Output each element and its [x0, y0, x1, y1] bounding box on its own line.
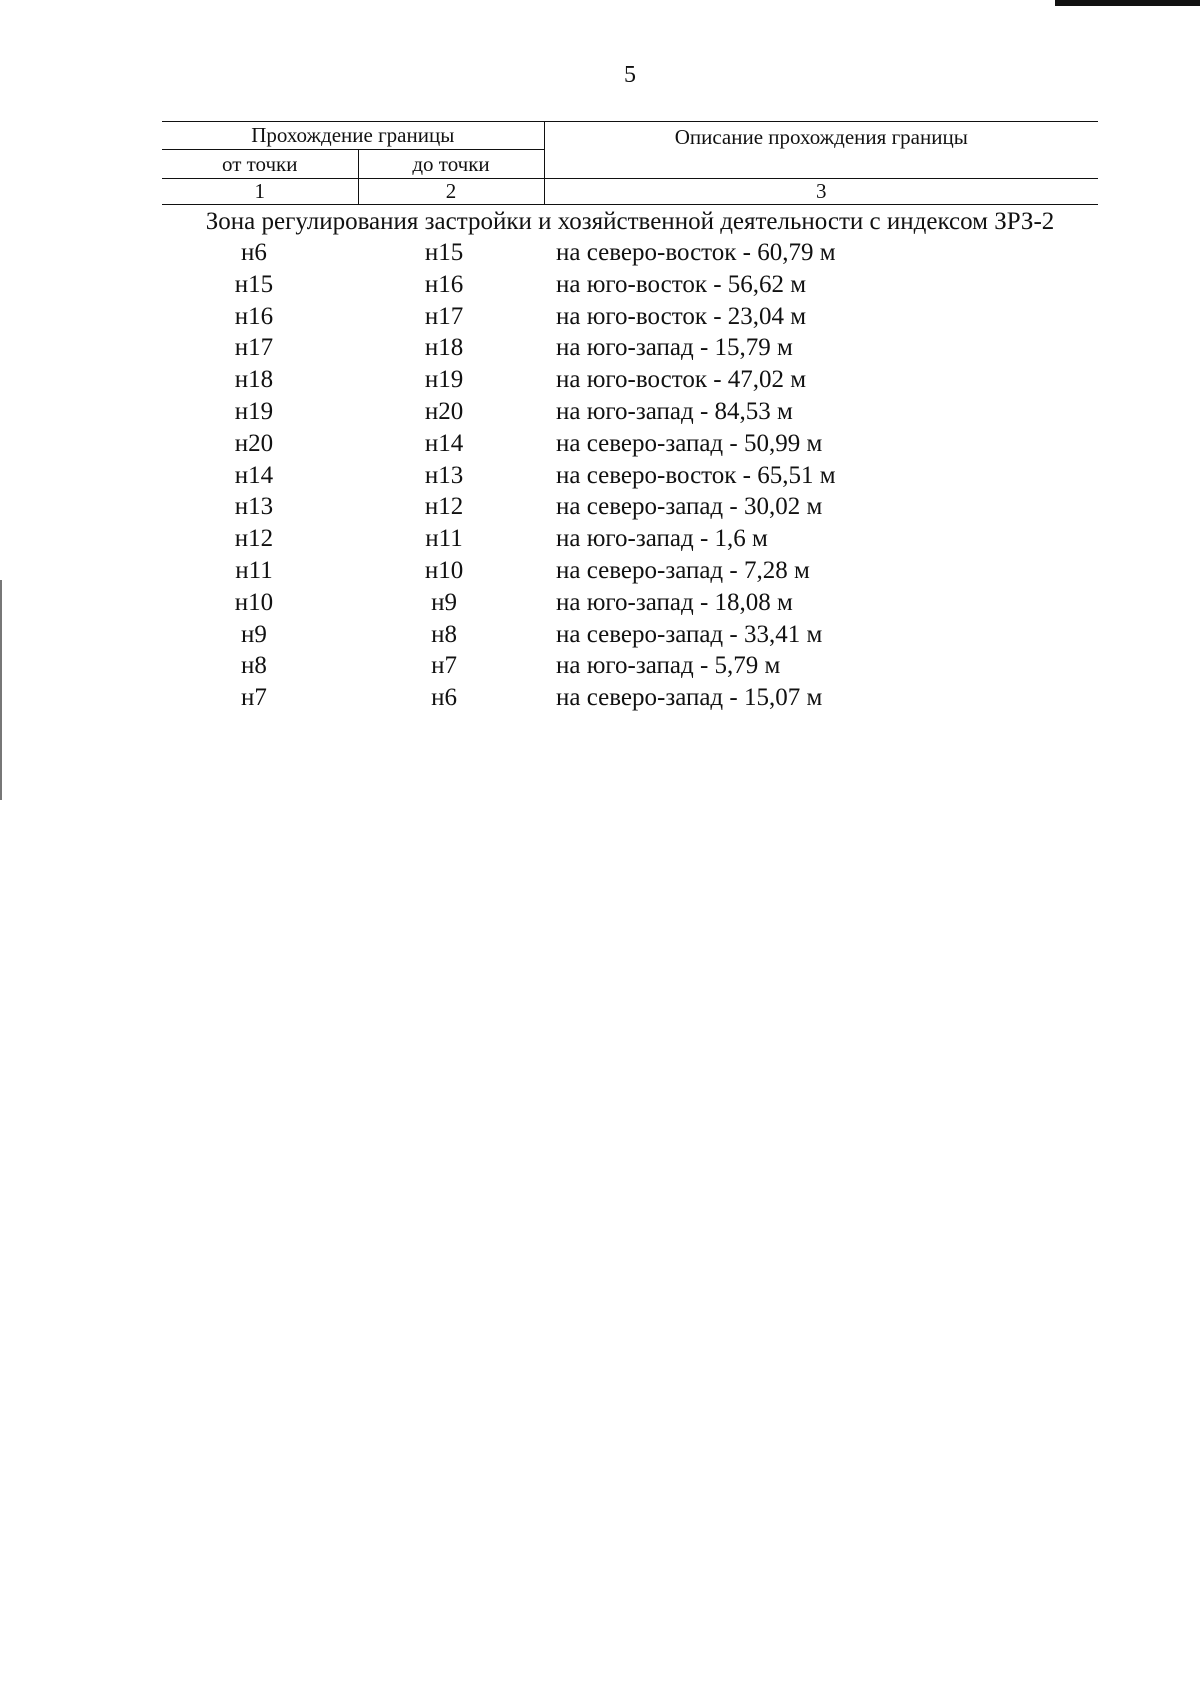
- row-description: на северо-запад - 50,99 м: [556, 429, 823, 457]
- row-description: на юго-запад - 1,6 м: [556, 525, 768, 553]
- row-description: на северо-запад - 30,02 м: [556, 493, 823, 521]
- scan-left-edge: [0, 580, 2, 800]
- table-rows: [162, 237, 1098, 714]
- row-to-point: н18: [424, 334, 464, 362]
- row-from-point: н6: [241, 239, 267, 266]
- zone-title: Зона регулирования застройки и хозяйственной деятельности с индексом ЗРЗ-2: [205, 208, 1055, 235]
- header-description: Описание прохождения границы: [544, 122, 1098, 179]
- row-from-point: н7: [241, 684, 267, 712]
- row-to-point: н17: [424, 302, 464, 330]
- row-to-point: н11: [425, 525, 463, 553]
- row-from-point: н9: [241, 620, 267, 648]
- row-to-point: н15: [424, 239, 464, 266]
- table-row: [162, 269, 1098, 301]
- table-row: [162, 237, 1098, 269]
- row-description: на северо-восток - 65,51 м: [556, 461, 836, 489]
- row-description: на юго-восток - 23,04 м: [556, 302, 807, 330]
- row-from-point: н8: [241, 652, 267, 680]
- table-row: [162, 650, 1098, 682]
- row-to-point: н14: [424, 429, 464, 457]
- row-description: на северо-восток - 60,79 м: [556, 239, 836, 266]
- row-description: на северо-запад - 33,41 м: [556, 620, 823, 648]
- table-row: [162, 555, 1098, 587]
- header-from-point: от точки: [162, 150, 358, 179]
- table-row: [162, 364, 1098, 396]
- zone-title-row: [162, 205, 1098, 238]
- row-from-point: н14: [234, 461, 274, 489]
- table-row: [162, 396, 1098, 428]
- row-description: на юго-запад - 18,08 м: [556, 588, 793, 616]
- row-description: на юго-запад - 5,79 м: [556, 652, 781, 680]
- header-col-3: 3: [544, 179, 1098, 205]
- row-to-point: н9: [431, 588, 457, 616]
- row-from-point: н18: [234, 366, 274, 394]
- row-from-point: н15: [234, 270, 274, 298]
- row-to-point: н10: [424, 556, 464, 584]
- table-row: [162, 460, 1098, 492]
- row-from-point: н11: [235, 556, 273, 584]
- row-to-point: н8: [431, 620, 457, 648]
- row-to-point: н16: [424, 270, 464, 298]
- row-from-point: н13: [234, 493, 274, 521]
- row-to-point: н7: [431, 652, 457, 680]
- header-row-numbers: [162, 179, 1098, 205]
- row-from-point: н20: [234, 429, 274, 457]
- row-from-point: н10: [234, 588, 274, 616]
- row-from-point: н16: [234, 302, 274, 330]
- table-row: [162, 332, 1098, 364]
- row-to-point: н19: [424, 366, 464, 394]
- table-row: [162, 428, 1098, 460]
- row-to-point: н12: [424, 493, 464, 521]
- row-description: на юго-восток - 56,62 м: [556, 270, 807, 298]
- row-to-point: н13: [424, 461, 464, 489]
- row-from-point: н17: [234, 334, 274, 362]
- row-description: на юго-запад - 84,53 м: [556, 397, 793, 425]
- page-number: 5: [624, 62, 636, 88]
- header-col-1: 1: [162, 179, 358, 205]
- header-col-2: 2: [358, 179, 544, 205]
- table-row: [162, 587, 1098, 619]
- row-description: на юго-запад - 15,79 м: [556, 334, 793, 362]
- table-row: [162, 301, 1098, 333]
- row-description: на северо-запад - 7,28 м: [556, 556, 810, 584]
- boundary-table: [162, 121, 1098, 714]
- row-description: на северо-запад - 15,07 м: [556, 684, 823, 712]
- row-to-point: н20: [424, 397, 464, 425]
- row-description: на юго-восток - 47,02 м: [556, 366, 807, 394]
- row-from-point: н19: [234, 397, 274, 425]
- scan-edge-mark: [1055, 0, 1200, 6]
- row-from-point: н12: [234, 525, 274, 553]
- table-row: [162, 523, 1098, 555]
- table-row: [162, 491, 1098, 523]
- table-row: [162, 682, 1098, 714]
- row-to-point: н6: [431, 684, 457, 712]
- header-row-main: [162, 122, 1098, 150]
- header-passage: Прохождение границы: [162, 122, 544, 150]
- header-to-point: до точки: [412, 152, 490, 176]
- table-row: [162, 619, 1098, 651]
